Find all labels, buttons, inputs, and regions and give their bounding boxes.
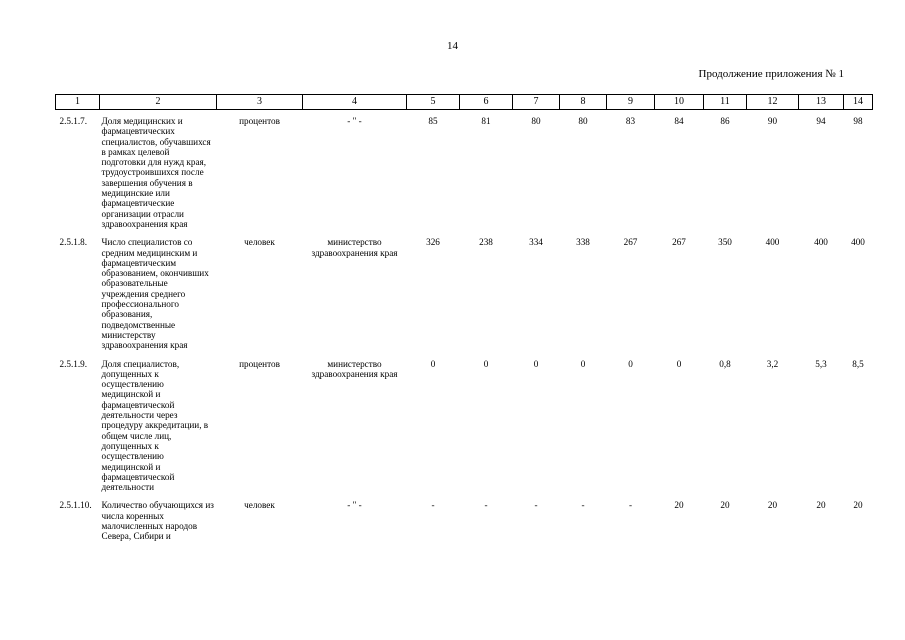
indicator-name: Количество обучающихся из числа коренных малочисленных народов Севера, Сибири и xyxy=(101,500,214,542)
indicator-value: - xyxy=(484,500,488,511)
indicator-value: 20 xyxy=(674,500,684,511)
indicator-value: 8,5 xyxy=(852,358,864,369)
indicator-value: 98 xyxy=(853,116,863,126)
indicator-executor: министерство здравоохранения края xyxy=(311,237,398,258)
indicator-value: - xyxy=(581,500,585,511)
indicator-unit: человек xyxy=(244,500,275,511)
page-number: 14 xyxy=(447,40,458,52)
indicator-unit: человек xyxy=(244,237,275,248)
column-header: 3 xyxy=(217,95,303,110)
indicator-value: 81 xyxy=(481,116,491,126)
indicator-executor: - " - xyxy=(347,500,362,511)
column-header: 13 xyxy=(799,95,844,110)
indicators-table xyxy=(55,94,873,542)
indicator-value: 85 xyxy=(428,116,438,126)
indicator-value: 400 xyxy=(765,237,780,248)
column-header: 10 xyxy=(655,95,704,110)
column-header: 2 xyxy=(100,95,217,110)
column-header: 4 xyxy=(303,95,407,110)
indicator-value: 0 xyxy=(533,358,539,369)
indicator-value: 350 xyxy=(718,237,732,248)
indicator-value: 80 xyxy=(531,116,541,126)
table-row xyxy=(56,110,873,230)
indicator-value: 3,2 xyxy=(766,358,779,369)
indicator-value: - xyxy=(534,500,538,511)
table-row xyxy=(56,500,873,541)
indicator-code: 2.5.1.8. xyxy=(59,237,88,248)
indicator-value: 0 xyxy=(483,358,489,369)
table-header-row xyxy=(56,95,873,110)
appendix-continuation-label: Продолжение приложения № 1 xyxy=(698,68,844,80)
indicator-value: 5,3 xyxy=(815,358,827,369)
indicator-name: Число специалистов со средним медицинским и фармацевтическим образованием, окончивших образовательные учреждения среднего профессионального образования, подведомственные министерству здравоохранения края xyxy=(101,237,209,351)
indicator-value: 0 xyxy=(628,358,633,369)
column-header: 1 xyxy=(56,95,100,110)
indicator-value: 80 xyxy=(578,116,588,126)
column-header: 12 xyxy=(747,95,799,110)
indicator-code: 2.5.1.10. xyxy=(59,500,92,511)
indicator-executor: - " - xyxy=(347,116,362,126)
indicator-code: 2.5.1.7. xyxy=(59,116,88,126)
indicator-value: 0,8 xyxy=(719,358,731,369)
indicator-value: 326 xyxy=(426,237,440,248)
table-row xyxy=(56,237,873,350)
indicator-value: 400 xyxy=(814,237,828,248)
column-header: 9 xyxy=(607,95,655,110)
indicator-name: Доля специалистов, допущенных к осуществлению медицинской и фармацевтической деятельности через процедуру аккредитации, в общем числе лиц, допущенных к осуществлению медицинской и фармацевтической деятельности xyxy=(101,358,209,493)
indicator-value: 94 xyxy=(816,116,826,126)
indicator-value: 20 xyxy=(720,500,730,511)
column-header: 8 xyxy=(560,95,607,110)
indicator-value: 0 xyxy=(430,358,436,369)
indicator-value: 0 xyxy=(580,358,586,369)
indicator-value: 86 xyxy=(720,116,730,126)
column-header: 14 xyxy=(844,95,873,110)
indicator-value: 83 xyxy=(625,116,636,126)
indicator-name: Доля медицинских и фармацевтических специалистов, обучавшихся в рамках целевой подготовки для нужд края, трудоустроившихся после завершения обучения в медицинские или фармацевтические организации отрасли здравоохранения края xyxy=(101,116,211,229)
indicator-value: - xyxy=(431,500,435,511)
indicator-value: 20 xyxy=(853,500,863,511)
column-header: 7 xyxy=(513,95,560,110)
indicator-value: 338 xyxy=(576,237,590,248)
table-row xyxy=(56,359,873,493)
indicator-value: 267 xyxy=(672,237,686,248)
indicator-unit: процентов xyxy=(239,116,280,126)
indicator-value: - xyxy=(628,500,633,511)
indicator-value: 400 xyxy=(851,237,865,248)
indicator-value: 20 xyxy=(816,500,826,511)
indicator-code: 2.5.1.9. xyxy=(59,358,88,369)
indicator-value: 84 xyxy=(674,116,684,126)
column-header: 6 xyxy=(460,95,513,110)
column-header: 5 xyxy=(407,95,460,110)
indicator-value: 0 xyxy=(676,358,682,369)
indicator-value: 20 xyxy=(767,500,778,511)
indicator-value: 267 xyxy=(623,237,638,248)
indicator-value: 90 xyxy=(767,116,778,126)
indicator-executor: министерство здравоохранения края xyxy=(311,358,398,379)
indicator-value: 334 xyxy=(529,237,543,248)
column-header: 11 xyxy=(704,95,747,110)
indicator-value: 238 xyxy=(479,237,493,248)
indicator-unit: процентов xyxy=(239,358,280,369)
